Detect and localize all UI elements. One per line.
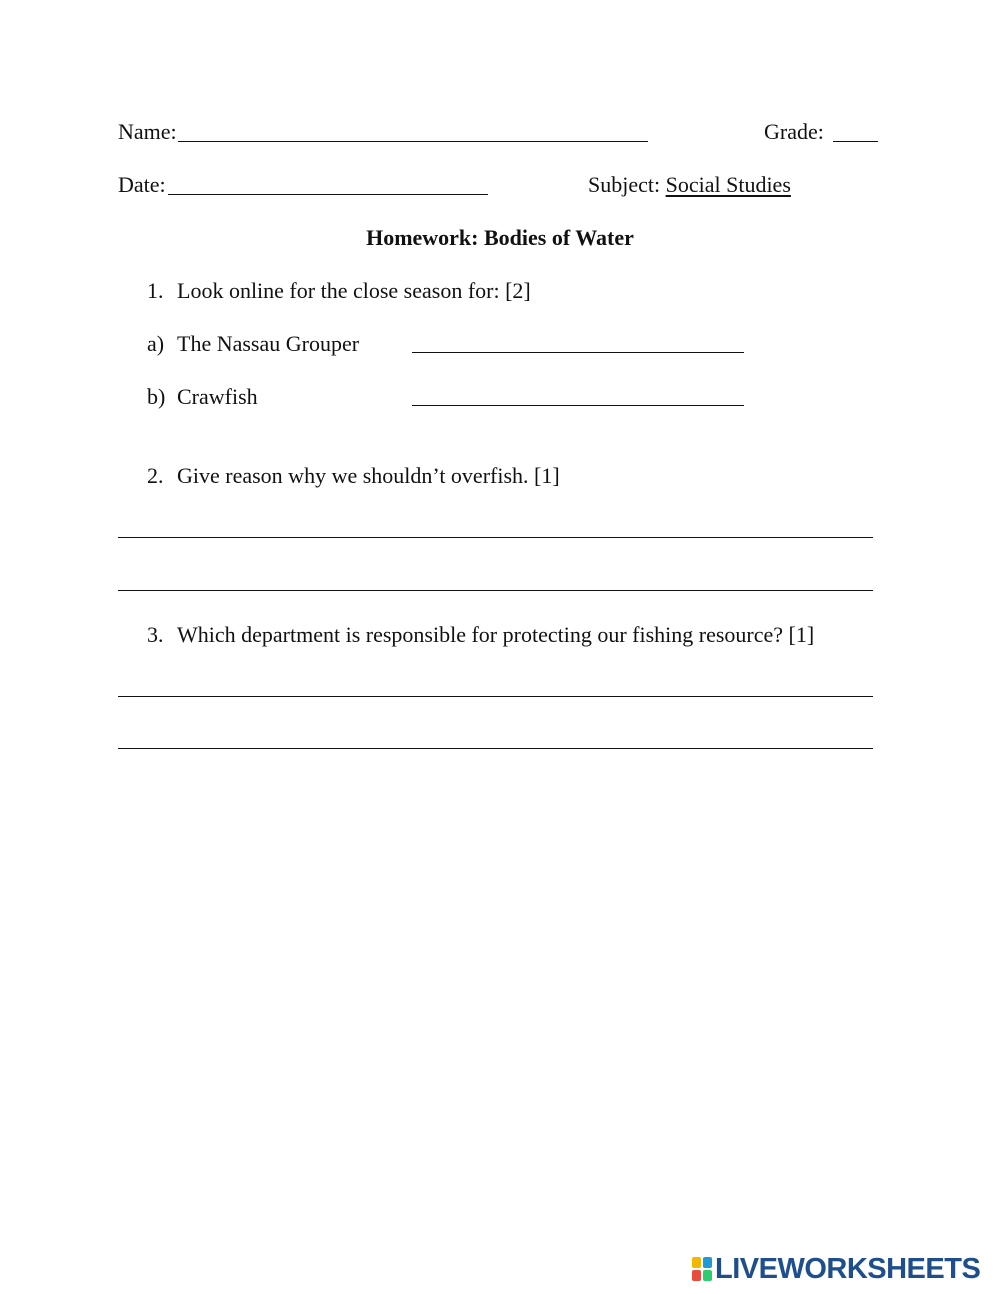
page-title: Homework: Bodies of Water <box>366 225 634 250</box>
question-1b-marker: b) <box>147 384 166 409</box>
date-blank[interactable] <box>168 194 488 195</box>
logo-square-3 <box>692 1270 701 1281</box>
grade-blank[interactable] <box>833 141 878 142</box>
date-label: Date: <box>118 172 166 197</box>
subject-value: Social Studies <box>665 172 791 197</box>
name-blank[interactable] <box>178 141 648 142</box>
logo-square-1 <box>692 1257 701 1268</box>
logo-mark-icon <box>692 1257 712 1281</box>
subject-field <box>588 172 791 198</box>
question-3-answer-line-1[interactable] <box>118 696 873 697</box>
question-2-text: Give reason why we shouldn’t overfish. [1] <box>177 463 560 488</box>
question-2-number: 2. <box>147 463 164 488</box>
question-1-text: Look online for the close season for: [2] <box>177 278 531 303</box>
name-label: Name: <box>118 119 177 144</box>
liveworksheets-logo <box>692 1254 988 1284</box>
question-1a-marker: a) <box>147 331 165 356</box>
question-1b-label: Crawfish <box>177 384 258 409</box>
question-1-number: 1. <box>147 278 164 303</box>
logo-square-2 <box>703 1257 712 1268</box>
question-2-answer-line-1[interactable] <box>118 537 873 538</box>
question-3-text: Which department is responsible for protecting our fishing resource? [1] <box>177 622 815 647</box>
question-1a-answer-line[interactable] <box>412 352 744 353</box>
question-1a-label: The Nassau Grouper <box>177 331 360 356</box>
grade-label: Grade: <box>764 119 824 144</box>
question-3-number: 3. <box>147 622 164 647</box>
logo-square-4 <box>703 1270 712 1281</box>
question-1b-answer-line[interactable] <box>412 405 744 406</box>
subject-label: Subject: <box>588 172 661 197</box>
question-3-answer-line-2[interactable] <box>118 748 873 749</box>
question-2-answer-line-2[interactable] <box>118 590 873 591</box>
logo-text: LIVEWORKSHEETS <box>715 1253 981 1285</box>
